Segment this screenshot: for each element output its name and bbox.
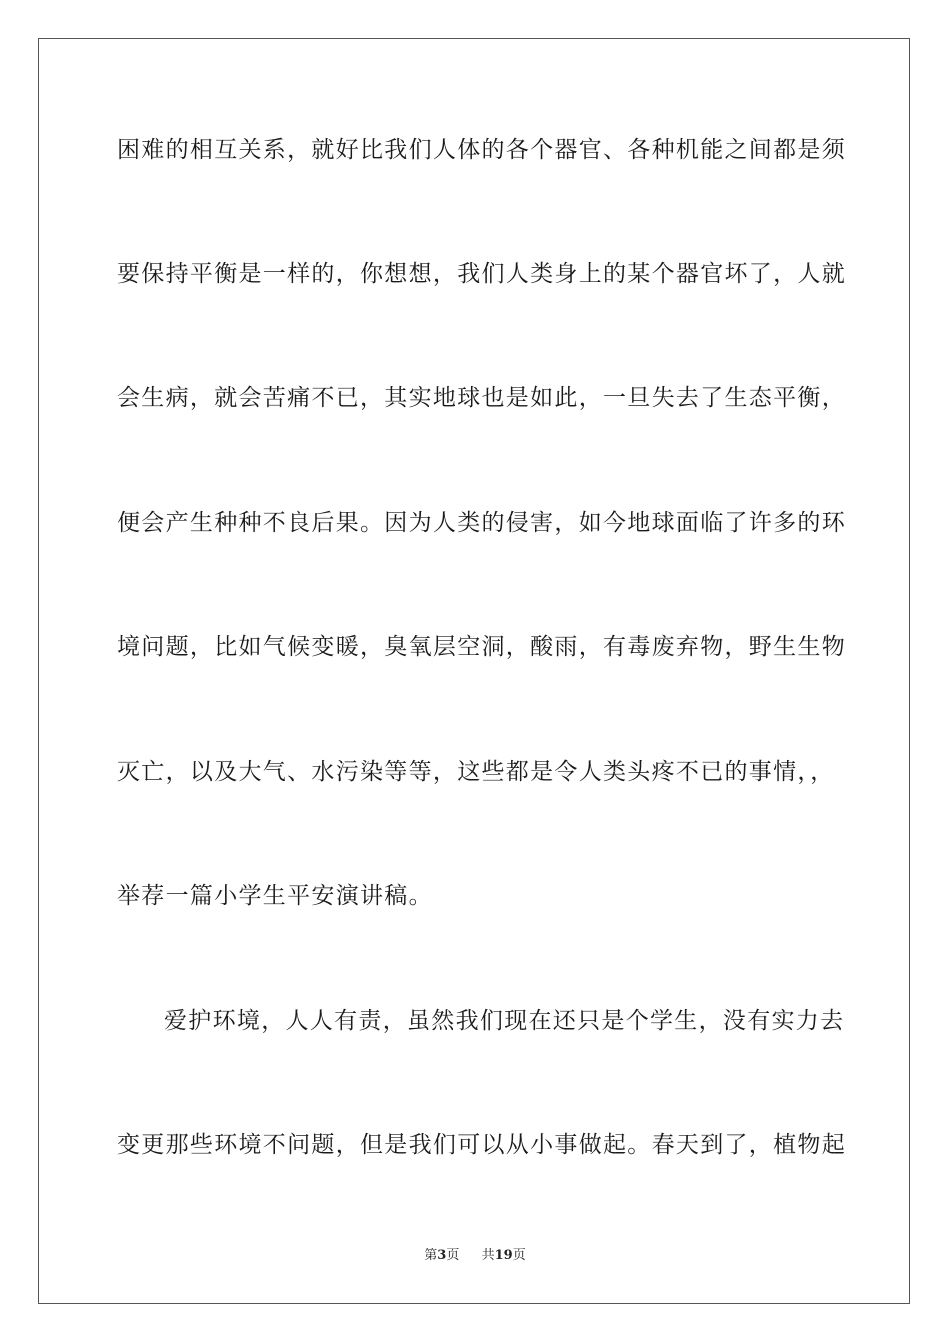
body-text-line: 要保持平衡是一样的，你想想，我们人类身上的某个器官坏了，人就 [117, 261, 846, 287]
page-footer [0, 1247, 950, 1265]
paragraph-first-line: 爱护环境，人人有责，虽然我们现在还只是个学生，没有实力去 [164, 1008, 845, 1034]
body-text-line: 灭亡，以及大气、水污染等等，这些都是令人类头疼不已的事情，， [117, 759, 835, 785]
body-text-line: 便会产生种种不良后果。因为人类的侵害，如今地球面临了许多的环 [117, 510, 846, 536]
page-indicator: 第3页 [424, 1248, 460, 1263]
current-page-number: 3 [437, 1248, 447, 1263]
body-text-line: 会生病，就会苦痛不已，其实地球也是如此，一旦失去了生态平衡， [117, 385, 846, 411]
body-text-line: 困难的相互关系，就好比我们人体的各个器官、各种机能之间都是须 [117, 137, 846, 163]
total-pages-number: 19 [494, 1248, 513, 1263]
body-text-line: 境问题，比如气候变暖，臭氧层空洞，酸雨，有毒废弃物，野生生物 [117, 634, 846, 660]
body-text-line: 举荐一篇小学生平安演讲稿。 [117, 883, 433, 909]
page-border [38, 38, 910, 1304]
body-text-line: 变更那些环境不问题，但是我们可以从小事做起。春天到了，植物起 [117, 1132, 846, 1158]
total-pages-indicator: 共19页 [481, 1248, 526, 1263]
